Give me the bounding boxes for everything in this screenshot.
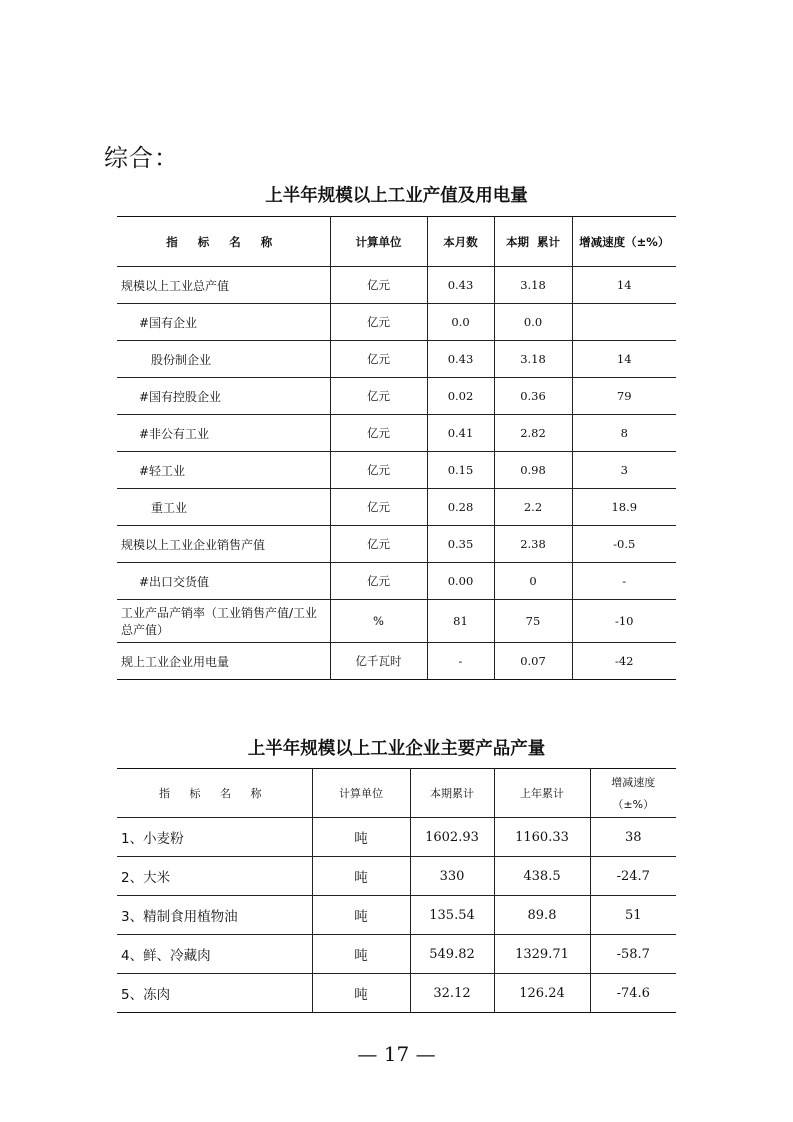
row-growth-rate: 18.9 (572, 489, 676, 526)
row-cumulative-value: 549.82 (410, 935, 494, 974)
row-indicator-name: #非公有工业 (117, 415, 330, 452)
row-cumulative-value: 0.98 (494, 452, 572, 489)
table-row (117, 341, 676, 378)
row-growth-rate: -24.7 (590, 857, 676, 896)
row-indicator-name: #轻工业 (117, 452, 330, 489)
row-prev-cumulative-value: 438.5 (494, 857, 590, 896)
header-month: 本月数 (427, 217, 494, 267)
row-month-value: 81 (427, 600, 494, 643)
row-growth-rate: 79 (572, 378, 676, 415)
row-month-value: - (427, 643, 494, 680)
product-output-table (117, 768, 676, 1013)
table2-title: 上半年规模以上工业企业主要产品产量 (247, 739, 546, 759)
table-row (117, 600, 676, 643)
header-prev-cumulative: 上年累计 (494, 769, 590, 818)
row-product-name: 5、冻肉 (117, 974, 312, 1013)
row-growth-rate: 51 (590, 896, 676, 935)
row-unit: 吨 (312, 818, 410, 857)
table-row (117, 818, 676, 857)
row-growth-rate: 3 (572, 452, 676, 489)
header-growth-rate: 增减速度（±%） (572, 217, 676, 267)
page-number: — 17 — (357, 1042, 436, 1066)
row-unit: 吨 (312, 857, 410, 896)
row-growth-rate: -0.5 (572, 526, 676, 563)
row-product-name: 2、大米 (117, 857, 312, 896)
row-unit: 亿元 (330, 563, 427, 600)
row-month-value: 0.02 (427, 378, 494, 415)
row-unit: 亿千瓦时 (330, 643, 427, 680)
table-row (117, 415, 676, 452)
table-row (117, 563, 676, 600)
row-cumulative-value: 0.36 (494, 378, 572, 415)
row-growth-rate: - (572, 563, 676, 600)
row-prev-cumulative-value: 126.24 (494, 974, 590, 1013)
table-row (117, 489, 676, 526)
row-indicator-name: 重工业 (117, 489, 330, 526)
header-growth-rate-unit: （±%） (612, 798, 655, 811)
row-unit: 吨 (312, 935, 410, 974)
row-growth-rate: 14 (572, 267, 676, 304)
section-heading: 综合： (104, 144, 179, 172)
row-growth-rate: -10 (572, 600, 676, 643)
row-month-value: 0.0 (427, 304, 494, 341)
row-unit: 吨 (312, 974, 410, 1013)
row-cumulative-value: 32.12 (410, 974, 494, 1013)
table1-title: 上半年规模以上工业产值及用电量 (265, 186, 528, 206)
row-unit: 吨 (312, 896, 410, 935)
table-header-row (117, 769, 676, 818)
row-growth-rate: 14 (572, 341, 676, 378)
table-row (117, 267, 676, 304)
row-cumulative-value: 0.0 (494, 304, 572, 341)
row-unit: % (330, 600, 427, 643)
row-cumulative-value: 2.2 (494, 489, 572, 526)
row-month-value: 0.35 (427, 526, 494, 563)
row-unit: 亿元 (330, 526, 427, 563)
row-growth-rate: -58.7 (590, 935, 676, 974)
row-indicator-name: #国有企业 (117, 304, 330, 341)
table-row (117, 526, 676, 563)
row-prev-cumulative-value: 89.8 (494, 896, 590, 935)
row-unit: 亿元 (330, 452, 427, 489)
header-unit: 计算单位 (330, 217, 427, 267)
header-cumulative: 本期累计 (410, 769, 494, 818)
industrial-output-table (117, 216, 676, 680)
row-prev-cumulative-value: 1160.33 (494, 818, 590, 857)
row-month-value: 0.00 (427, 563, 494, 600)
row-unit: 亿元 (330, 378, 427, 415)
row-month-value: 0.28 (427, 489, 494, 526)
table-row (117, 304, 676, 341)
table-row (117, 935, 676, 974)
row-unit: 亿元 (330, 489, 427, 526)
row-unit: 亿元 (330, 304, 427, 341)
header-indicator: 指 标 名 称 (117, 217, 330, 267)
row-cumulative-value: 3.18 (494, 341, 572, 378)
table-row (117, 643, 676, 680)
row-month-value: 0.43 (427, 341, 494, 378)
row-growth-rate: 8 (572, 415, 676, 452)
table-row (117, 378, 676, 415)
header-unit: 计算单位 (312, 769, 410, 818)
row-product-name: 3、精制食用植物油 (117, 896, 312, 935)
row-indicator-name: 规模以上工业企业销售产值 (117, 526, 330, 563)
row-product-name: 1、小麦粉 (117, 818, 312, 857)
row-prev-cumulative-value: 1329.71 (494, 935, 590, 974)
header-growth-rate (590, 769, 676, 818)
row-cumulative-value: 0.07 (494, 643, 572, 680)
row-unit: 亿元 (330, 341, 427, 378)
table-header-row (117, 217, 676, 267)
row-growth-rate: -42 (614, 654, 634, 668)
row-indicator-name: #出口交货值 (117, 563, 330, 600)
table-row (117, 974, 676, 1013)
row-product-name: 4、鲜、冷藏肉 (117, 935, 312, 974)
row-indicator-name: 股份制企业 (117, 341, 330, 378)
table-row (117, 896, 676, 935)
row-month-value: 0.15 (427, 452, 494, 489)
row-cumulative-value: 2.82 (494, 415, 572, 452)
row-cumulative-value: 330 (410, 857, 494, 896)
row-cumulative-value: 3.18 (494, 267, 572, 304)
row-growth-rate: 38 (590, 818, 676, 857)
row-month-value: 0.43 (427, 267, 494, 304)
row-indicator-name: 规模以上工业总产值 (117, 267, 330, 304)
row-unit: 亿元 (330, 415, 427, 452)
row-indicator-name: #国有控股企业 (117, 378, 330, 415)
header-cumulative: 本期 累计 (494, 217, 572, 267)
row-cumulative-value: 75 (494, 600, 572, 643)
table-row (117, 452, 676, 489)
row-indicator-name: 规上工业企业用电量 (117, 643, 330, 680)
header-indicator: 指 标 名 称 (117, 769, 312, 818)
table-row (117, 857, 676, 896)
row-growth-rate (572, 304, 676, 341)
row-unit: 亿元 (330, 267, 427, 304)
row-growth-rate: -74.6 (616, 985, 650, 1001)
row-cumulative-value: 135.54 (410, 896, 494, 935)
row-indicator-name: 工业产品产销率（工业销售产值/工业总产值） (117, 600, 330, 643)
header-growth-rate-label: 增减速度 (611, 776, 656, 789)
row-cumulative-value: 0 (494, 563, 572, 600)
row-month-value: 0.41 (427, 415, 494, 452)
row-cumulative-value: 1602.93 (410, 818, 494, 857)
row-cumulative-value: 2.38 (494, 526, 572, 563)
